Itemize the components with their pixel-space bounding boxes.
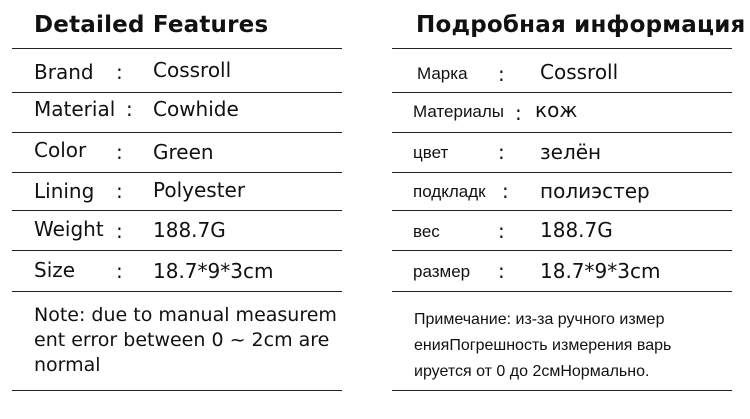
spec-row-color: [12, 132, 342, 172]
spec-row-lining: [12, 172, 342, 212]
spec-row-brand: [12, 51, 342, 91]
spec-colon: :: [126, 97, 133, 121]
spec-row-weight: [392, 210, 732, 250]
spec-label: Color: [34, 138, 87, 162]
russian-title: Подробная информация: [416, 12, 746, 38]
spec-label: цвет: [413, 143, 449, 162]
divider: [12, 48, 342, 49]
spec-value: зелён: [540, 140, 602, 164]
spec-colon: :: [498, 62, 505, 86]
russian-note: Примечание: из-за ручного измер енияПогрешность измерения варь ируется от 0 до 2смНормально.: [414, 311, 672, 380]
spec-label: Lining: [34, 179, 95, 203]
spec-label: Материалы: [413, 102, 505, 121]
spec-label: подкладк: [413, 182, 486, 201]
spec-label: Weight: [34, 217, 104, 241]
spec-label: размер: [413, 262, 471, 281]
spec-label: Марка: [417, 64, 468, 83]
spec-colon: :: [502, 179, 509, 203]
spec-colon: :: [116, 140, 123, 164]
divider: [392, 291, 732, 292]
english-title: Detailed Features: [34, 12, 269, 38]
spec-label: Size: [34, 258, 76, 282]
spec-colon: :: [498, 219, 505, 243]
spec-colon: :: [515, 101, 522, 125]
spec-row-color: [392, 132, 732, 172]
spec-value: Green: [153, 140, 214, 164]
spec-label: Brand: [34, 60, 94, 84]
spec-colon: :: [116, 259, 123, 283]
spec-colon: :: [116, 60, 123, 84]
divider: [392, 48, 732, 49]
spec-colon: :: [116, 219, 123, 243]
spec-value: полиэстер: [540, 179, 650, 203]
spec-value: 188.7G: [540, 218, 613, 242]
english-note: Note: due to manual measurem ent error between 0 ~ 2cm are normal: [34, 304, 337, 376]
divider: [392, 390, 732, 391]
spec-row-material: [12, 92, 342, 132]
spec-value: 18.7*9*3cm: [540, 259, 661, 283]
spec-value: 18.7*9*3cm: [153, 259, 274, 283]
spec-value: Cowhide: [153, 97, 239, 121]
spec-row-material: [392, 92, 732, 132]
divider: [12, 390, 342, 391]
spec-label: вес: [413, 222, 440, 241]
spec-colon: :: [498, 259, 505, 283]
divider: [12, 291, 342, 292]
spec-row-size: [392, 250, 732, 290]
spec-row-weight: [12, 210, 342, 250]
spec-value: 188.7G: [153, 218, 226, 242]
spec-colon: :: [498, 140, 505, 164]
spec-colon: :: [116, 179, 123, 203]
spec-value: Polyester: [153, 178, 246, 202]
spec-label: Material: [34, 97, 116, 121]
spec-value: кож: [535, 98, 578, 122]
spec-value: Cossroll: [153, 58, 232, 82]
spec-value: Cossroll: [540, 60, 619, 84]
spec-row-brand: [392, 51, 732, 91]
spec-row-size: [12, 250, 342, 290]
spec-row-lining: [392, 172, 732, 212]
